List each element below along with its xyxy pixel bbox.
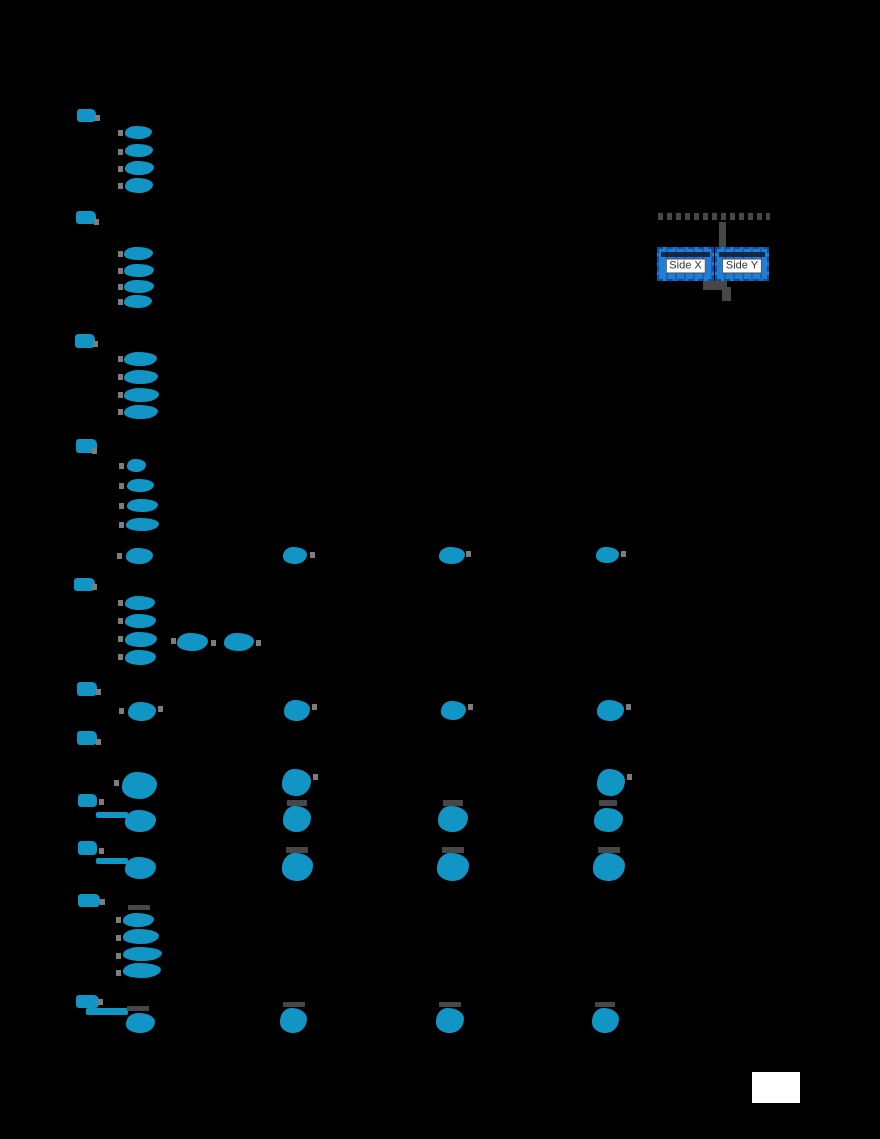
answer-mark (593, 853, 625, 881)
tick-mark (98, 999, 103, 1005)
answer-mark (438, 806, 468, 832)
tick-mark (118, 299, 123, 305)
tick-mark (118, 166, 123, 172)
faint-print-remnant (722, 287, 731, 301)
tick-mark (466, 551, 471, 557)
tick-mark (211, 640, 216, 646)
answer-mark (282, 853, 313, 881)
tick-mark (118, 183, 123, 189)
question-number-mark (77, 109, 96, 122)
tick-mark (119, 463, 124, 469)
tick-mark (119, 503, 124, 509)
answer-mark (437, 853, 469, 881)
answer-mark (441, 701, 466, 720)
answer-mark (592, 1008, 619, 1033)
tick-mark (118, 392, 123, 398)
answer-mark (124, 370, 158, 384)
answer-mark (127, 459, 146, 472)
tick-mark (118, 654, 123, 660)
tick-mark (119, 522, 124, 528)
tick-mark (118, 356, 123, 362)
leader-line (96, 812, 128, 818)
diagram-stripe (661, 252, 710, 257)
faint-print-remnant (599, 800, 617, 806)
answer-mark (282, 769, 311, 796)
leader-line (96, 858, 128, 864)
answer-mark (125, 126, 152, 139)
tick-mark (116, 935, 121, 941)
page-number-box (752, 1072, 800, 1103)
tick-mark (621, 551, 626, 557)
tick-mark (118, 600, 123, 606)
answer-mark (124, 405, 158, 419)
answer-mark (125, 144, 153, 157)
faint-print-remnant (287, 800, 307, 806)
question-number-mark (78, 841, 97, 855)
answer-mark (283, 547, 307, 564)
tick-mark (118, 284, 123, 290)
faint-print-remnant (443, 800, 463, 806)
question-number-mark (77, 682, 97, 696)
answer-mark (125, 596, 155, 610)
answer-mark (126, 518, 159, 531)
question-number-mark (78, 794, 97, 807)
answer-mark (124, 295, 152, 308)
faint-print-remnant (286, 847, 308, 853)
tick-mark (116, 917, 121, 923)
question-number-mark (78, 894, 100, 907)
tick-mark (119, 708, 124, 714)
tick-mark (95, 115, 100, 121)
tick-mark (116, 970, 121, 976)
answer-mark (280, 1008, 307, 1033)
question-number-mark (75, 334, 95, 348)
faint-print-remnant (439, 1002, 461, 1007)
answer-mark (127, 499, 158, 512)
tick-mark (118, 149, 123, 155)
tick-mark (118, 618, 123, 624)
diagram-stripe (719, 252, 765, 257)
tick-mark (313, 774, 318, 780)
tick-mark (118, 636, 123, 642)
question-number-mark (76, 211, 96, 224)
answer-mark (125, 178, 153, 193)
answer-mark (124, 247, 153, 260)
answer-mark (177, 633, 208, 651)
answer-mark (224, 633, 254, 651)
side-x-diagram-box (657, 247, 714, 281)
answer-mark (284, 700, 310, 721)
answer-mark (124, 352, 157, 366)
answer-mark (127, 479, 154, 492)
tick-mark (93, 341, 98, 347)
answer-mark (125, 650, 156, 665)
leader-line (86, 1008, 128, 1015)
faint-print-remnant (719, 222, 726, 247)
tick-mark (96, 739, 101, 745)
dashed-outline-remnant (658, 213, 770, 220)
tick-mark (96, 689, 101, 695)
side-y-label: Side Y (722, 258, 762, 273)
answer-mark (436, 1008, 464, 1033)
answer-mark (283, 806, 311, 832)
answer-mark (123, 947, 162, 961)
answer-mark (124, 388, 159, 402)
tick-mark (119, 483, 124, 489)
faint-print-remnant (595, 1002, 615, 1007)
answer-mark (597, 769, 625, 796)
faint-print-remnant (442, 847, 464, 853)
tick-mark (92, 584, 97, 590)
answer-mark (126, 1013, 155, 1033)
answer-mark (125, 632, 157, 647)
answer-mark (124, 280, 154, 293)
side-x-label: Side X (665, 258, 705, 273)
side-y-diagram-box (715, 247, 769, 281)
tick-mark (118, 268, 123, 274)
answer-mark (594, 808, 623, 832)
tick-mark (92, 448, 97, 454)
answer-mark (123, 913, 154, 927)
answer-mark (597, 700, 624, 721)
answer-mark (123, 929, 159, 944)
tick-mark (310, 552, 315, 558)
answer-mark (128, 702, 156, 721)
tick-mark (100, 899, 105, 905)
tick-mark (312, 704, 317, 710)
tick-mark (118, 130, 123, 136)
tick-mark (94, 219, 99, 225)
tick-mark (256, 640, 261, 646)
tick-mark (158, 706, 163, 712)
tick-mark (99, 848, 104, 854)
tick-mark (116, 953, 121, 959)
answer-mark (123, 963, 161, 978)
tick-mark (117, 553, 122, 559)
tick-mark (468, 704, 473, 710)
question-number-mark (76, 995, 99, 1008)
faint-print-remnant (127, 1006, 149, 1011)
tick-mark (118, 374, 123, 380)
answer-mark (439, 547, 465, 564)
question-number-mark (77, 731, 97, 745)
tick-mark (171, 638, 176, 644)
answer-mark (125, 161, 154, 175)
faint-print-remnant (598, 847, 620, 853)
answer-mark (125, 810, 156, 832)
tick-mark (626, 704, 631, 710)
tick-mark (99, 799, 104, 805)
answer-mark (126, 548, 153, 564)
tick-mark (118, 409, 123, 415)
faint-print-remnant (283, 1002, 305, 1007)
answer-mark (596, 547, 619, 563)
tick-mark (627, 774, 632, 780)
answer-mark (125, 857, 156, 879)
answer-mark (122, 772, 157, 799)
tick-mark (118, 251, 123, 257)
answer-mark (125, 614, 156, 628)
tick-mark (114, 780, 119, 786)
answer-mark (124, 264, 154, 277)
faint-print-remnant (128, 905, 150, 910)
